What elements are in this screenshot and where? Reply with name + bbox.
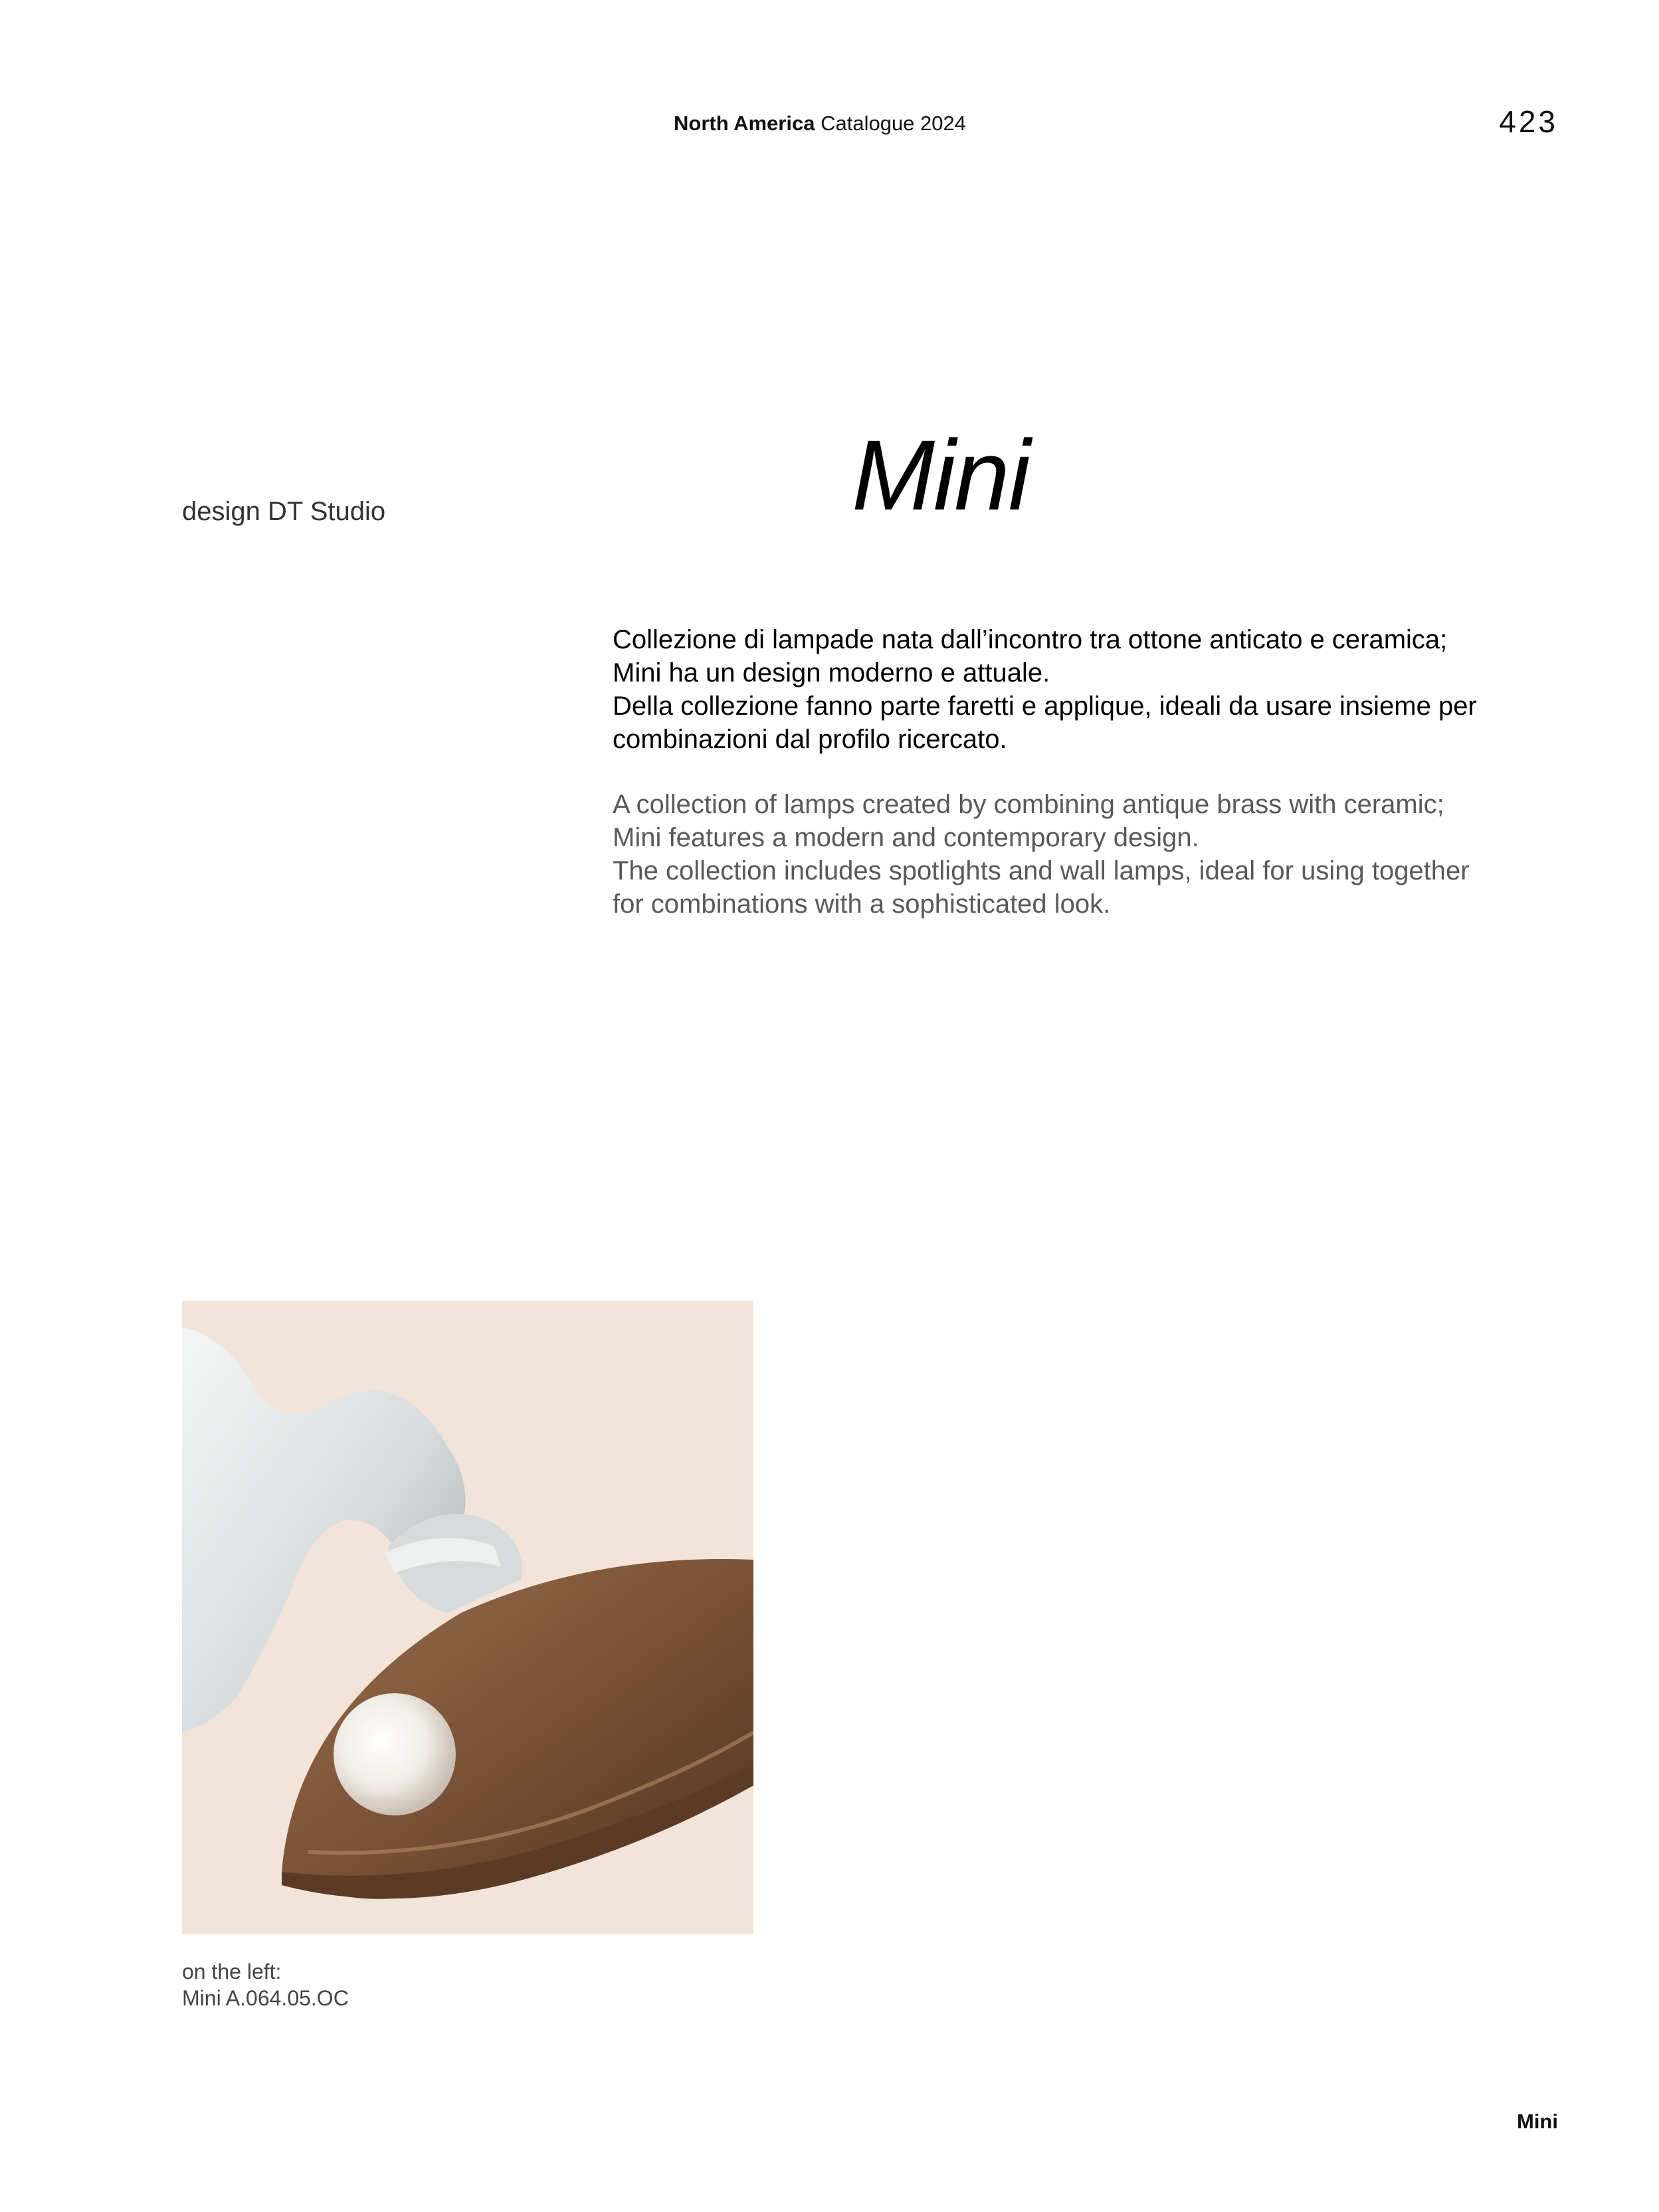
caption-product-code: Mini A.064.05.OC: [182, 1986, 349, 2010]
header-catalogue: Catalogue 2024: [821, 112, 967, 135]
designer-credit: design DT Studio: [182, 497, 386, 526]
description-line: Mini ha un design moderno e attuale.: [613, 658, 1050, 688]
catalogue-header: [674, 112, 966, 136]
description-line: for combinations with a sophisticated look.: [613, 889, 1111, 919]
description-line: Della collezione fanno parte faretti e applique, ideali da usare insieme per: [613, 691, 1477, 721]
description-line: Mini features a modern and contemporary design.: [613, 823, 1199, 852]
caption-line: on the left:: [182, 1960, 282, 1983]
description-english: [613, 788, 1563, 921]
description-line: combinazioni dal profilo ricercato.: [613, 725, 1007, 754]
lamp-illustration: [182, 1301, 753, 1934]
photo-caption: [182, 1958, 349, 2011]
page-number: 423: [1499, 104, 1558, 139]
header-region: North America: [674, 112, 815, 135]
footer-section-label: Mini: [1517, 2110, 1558, 2133]
product-photo: [182, 1301, 753, 1934]
collection-title: Mini: [852, 419, 1030, 531]
description-italian: [613, 623, 1563, 756]
description-line: A collection of lamps created by combining antique brass with ceramic;: [613, 790, 1444, 819]
description-line: Collezione di lampade nata dall’incontro tra ottone anticato e ceramica;: [613, 625, 1448, 654]
description-line: The collection includes spotlights and wall lamps, ideal for using together: [613, 856, 1470, 885]
